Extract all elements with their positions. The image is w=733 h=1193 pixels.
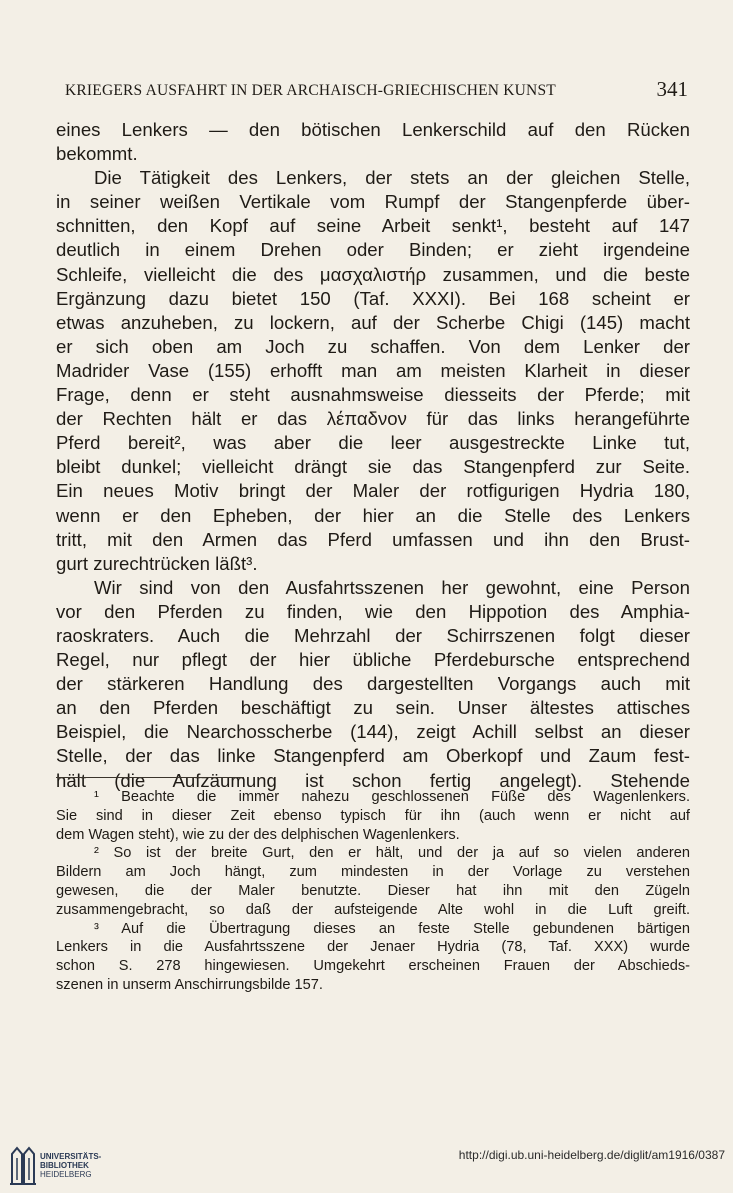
footnotes bbox=[56, 788, 690, 995]
footnote-line: zusammengebracht, so daß der aufsteigende Alte wohl in die Luft greift. bbox=[56, 901, 690, 918]
text-line: Stelle, der das linke Stangenpferd am Oberkopf und Zaum fest- bbox=[56, 745, 690, 767]
source-url[interactable]: http://digi.ub.uni-heidelberg.de/diglit/am1916/0387 bbox=[458, 1148, 725, 1162]
footnote-divider bbox=[56, 777, 244, 778]
footnote-line: ³ Auf die Übertragung dieses an feste Stelle gebundenen bärtigen bbox=[94, 920, 690, 937]
text-line: Pferd bereit², was aber die leer ausgestreckte Linke tut, bbox=[56, 432, 690, 454]
footnote-line: schon S. 278 hingewiesen. Umgekehrt erscheinen Frauen der Abschieds- bbox=[56, 958, 690, 975]
text-line: in seiner weißen Vertikale vom Rumpf der Stangenpferde über- bbox=[56, 191, 690, 213]
text-line: eines Lenkers — den bötischen Lenkerschild auf den Rücken bbox=[56, 119, 690, 140]
text-line: bleibt dunkel; vielleicht drängt sie das Stangenpferd zur Seite. bbox=[56, 456, 690, 478]
text-line: an den Pferden beschäftigt zu sein. Unser ältestes attisches bbox=[56, 697, 690, 719]
footnote-line: Bildern am Joch hängt, zum mindesten in der Vorlage zu verstehen bbox=[56, 864, 690, 881]
text-line: er sich oben am Joch zu schaffen. Von dem Lenker der bbox=[56, 335, 690, 357]
footnote-line: Sie sind in dieser Zeit ebenso typisch für ihn (auch wenn er nicht auf bbox=[56, 807, 690, 824]
footnote-line: Lenkers in die Ausfahrtsszene der Jenaer Hydria (78, Taf. XXX) wurde bbox=[56, 939, 690, 956]
text-line: bekommt. bbox=[56, 143, 138, 165]
text-line: schnitten, den Kopf auf seine Arbeit senkt¹, besteht auf 147 bbox=[56, 215, 690, 237]
footnote-line: ² So ist der breite Gurt, den er hält, und der ja auf so vielen anderen bbox=[94, 845, 690, 862]
running-head: KRIEGERS AUSFAHRT IN DER ARCHAISCH-GRIECHISCHEN KUNST bbox=[65, 82, 556, 99]
text-line: Beispiel, die Nearchosscherbe (144), zeigt Achill selbst an dieser bbox=[56, 721, 690, 743]
library-name-line: HEIDELBERG bbox=[40, 1170, 92, 1179]
text-line: deutlich in einem Drehen oder Binden; er zieht irgendeine bbox=[56, 239, 690, 261]
text-line: Frage, denn er steht ausnahmsweise diesseits der Pferde; mit bbox=[56, 384, 690, 406]
text-line: Schleife, vielleicht die des μασχαλιστήρ zusammen, und die beste bbox=[56, 263, 690, 285]
body-text bbox=[56, 118, 690, 793]
library-logo-icon bbox=[8, 1144, 38, 1188]
text-line: Ergänzung dazu bietet 150 (Taf. XXXI). Bei 168 scheint er bbox=[56, 287, 690, 309]
footnote-line: ¹ Beachte die immer nahezu geschlossenen Füße des Wagenlenkers. bbox=[94, 789, 690, 805]
footnote-line: szenen in unserm Anschirrungsbilde 157. bbox=[56, 976, 323, 993]
text-line: der Rechten hält er das λέπαδνον für das links herangeführte bbox=[56, 408, 690, 430]
footnote-line: dem Wagen steht), wie zu der des delphischen Wagenlenkers. bbox=[56, 826, 460, 843]
text-line: der stärkeren Handlung des dargestellten Vorgangs auch mit bbox=[56, 673, 690, 695]
text-line: raoskraters. Auch die Mehrzahl der Schirrszenen folgt dieser bbox=[56, 624, 690, 646]
library-name-line: UNIVERSITÄTS- bbox=[40, 1152, 102, 1161]
source-footer bbox=[0, 1140, 733, 1192]
text-line: Ein neues Motiv bringt der Maler der rotfigurigen Hydria 180, bbox=[56, 480, 690, 502]
page-header bbox=[56, 76, 690, 110]
text-line: etwas anzuheben, zu lockern, auf der Scherbe Chigi (145) macht bbox=[56, 311, 690, 333]
library-name-line: BIBLIOTHEK bbox=[40, 1161, 89, 1170]
text-line: Regel, nur pflegt der hier übliche Pferdebursche entsprechend bbox=[56, 649, 690, 671]
page-number: 341 bbox=[656, 77, 688, 101]
library-name bbox=[40, 1152, 101, 1179]
footnote-line: gewesen, die der Maler benutzte. Dieser hat ihn mit den Zügeln bbox=[56, 882, 690, 899]
text-line: gurt zurechtrücken läßt³. bbox=[56, 552, 258, 574]
text-line: hält (die Aufzäumung ist schon fertig angelegt). Stehende bbox=[56, 769, 690, 791]
text-line: tritt, mit den Armen das Pferd umfassen und ihn den Brust- bbox=[56, 528, 690, 550]
text-line: Die Tätigkeit des Lenkers, der stets an der gleichen Stelle, bbox=[94, 167, 690, 189]
text-line: vor den Pferden zu finden, wie den Hippotion des Amphia- bbox=[56, 600, 690, 622]
text-line: wenn er den Epheben, der hier an die Stelle des Lenkers bbox=[56, 504, 690, 526]
text-line: Madrider Vase (155) erhofft man am meisten Klarheit in dieser bbox=[56, 359, 690, 381]
text-line: Wir sind von den Ausfahrtsszenen her gewohnt, eine Person bbox=[94, 576, 690, 598]
